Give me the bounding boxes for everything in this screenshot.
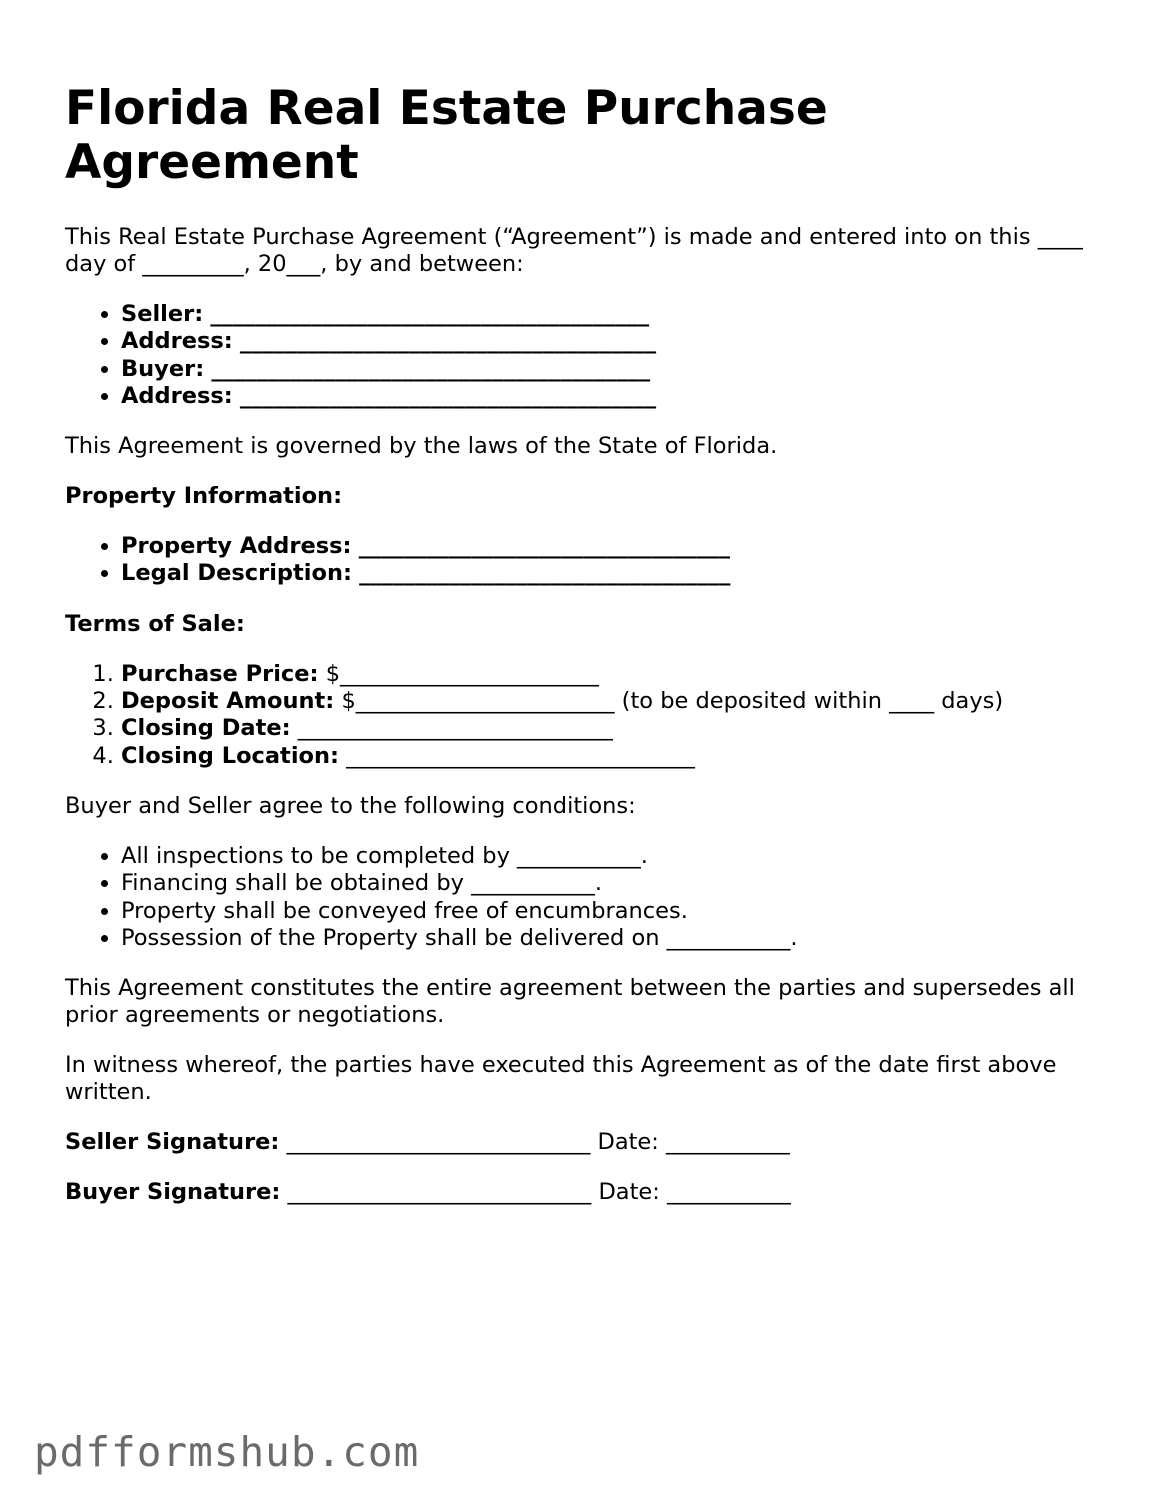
signature-blank: ___________________________ xyxy=(287,1179,592,1206)
condition-item: • Possession of the Property shall be delivered on ___________. xyxy=(121,925,1115,952)
document-title: Florida Real Estate Purchase Agreement xyxy=(65,81,828,190)
field-label: Closing Date: xyxy=(121,715,291,742)
party-buyer xyxy=(121,356,1115,383)
blank-line: ____________________________ xyxy=(297,715,613,742)
conditions-list xyxy=(65,843,1115,952)
condition-item: • Financing shall be obtained by ___________. xyxy=(121,870,1115,897)
condition-item: • All inspections to be completed by ___________. xyxy=(121,843,1115,870)
intro-paragraph: This Real Estate Purchase Agreement (“Agreement”) is made and entered into on this ____ day of _________, 20___, by and between: xyxy=(65,224,1083,277)
party-label: Address: xyxy=(121,382,233,409)
property-address-item xyxy=(121,533,1115,560)
date-blank: ___________ xyxy=(666,1179,791,1206)
date-blank: ___________ xyxy=(666,1129,790,1156)
blank-line: $_______________________ xyxy=(325,660,599,687)
field-label: Closing Location: xyxy=(121,742,340,769)
property-list xyxy=(65,533,1115,588)
party-label: Seller: xyxy=(121,301,204,327)
blank-line: $_______________________ (to be deposited within ____ days) xyxy=(341,688,1004,715)
field-label: Property Address: xyxy=(121,533,352,560)
field-label: Legal Description: xyxy=(121,560,352,587)
party-seller-address xyxy=(121,328,1115,355)
party-label: Buyer: xyxy=(121,355,205,382)
legal-description-item xyxy=(121,560,1115,587)
field-label: Purchase Price: xyxy=(121,660,319,687)
closing-location-item xyxy=(121,743,1115,770)
conditions-intro: Buyer and Seller agree to the following conditions: xyxy=(65,792,636,819)
property-heading: Property Information: xyxy=(65,483,343,510)
deposit-amount-item xyxy=(121,688,1115,715)
terms-list xyxy=(65,661,1115,770)
blank-line: _______________________________________ xyxy=(210,301,650,327)
date-label: Date: xyxy=(597,1129,659,1156)
blank-line: _________________________________ xyxy=(359,560,731,587)
signature-label: Seller Signature: xyxy=(65,1129,280,1156)
watermark: pdfformshub.com xyxy=(34,1428,420,1476)
party-buyer-address xyxy=(121,383,1115,410)
parties-list xyxy=(65,301,1115,410)
signature-blank: ___________________________ xyxy=(286,1129,591,1156)
blank-line: _____________________________________ xyxy=(239,382,657,409)
condition-item: • Property shall be conveyed free of encumbrances. xyxy=(121,898,1115,925)
closing-date-item xyxy=(121,715,1115,742)
buyer-signature-line xyxy=(65,1179,1115,1206)
seller-signature-line xyxy=(65,1129,1115,1156)
witness-paragraph: In witness whereof, the parties have executed this Agreement as of the date first above written. xyxy=(65,1052,1057,1106)
document-page xyxy=(65,82,1115,1229)
entire-agreement-paragraph: This Agreement constitutes the entire agreement between the parties and supersedes all prior agreements or negotiations. xyxy=(65,975,1075,1029)
party-seller xyxy=(121,301,1115,328)
blank-line: _______________________________ xyxy=(346,742,695,769)
field-label: Deposit Amount: xyxy=(121,688,335,715)
blank-line: _________________________________ xyxy=(358,533,730,560)
blank-line: _____________________________________ xyxy=(239,328,657,355)
terms-heading: Terms of Sale: xyxy=(65,610,245,637)
signature-label: Buyer Signature: xyxy=(65,1179,281,1206)
purchase-price-item xyxy=(121,661,1115,688)
governing-law-paragraph: This Agreement is governed by the laws of the State of Florida. xyxy=(65,433,778,460)
blank-line: _______________________________________ xyxy=(211,355,651,382)
date-label: Date: xyxy=(598,1179,660,1206)
party-label: Address: xyxy=(121,328,233,355)
